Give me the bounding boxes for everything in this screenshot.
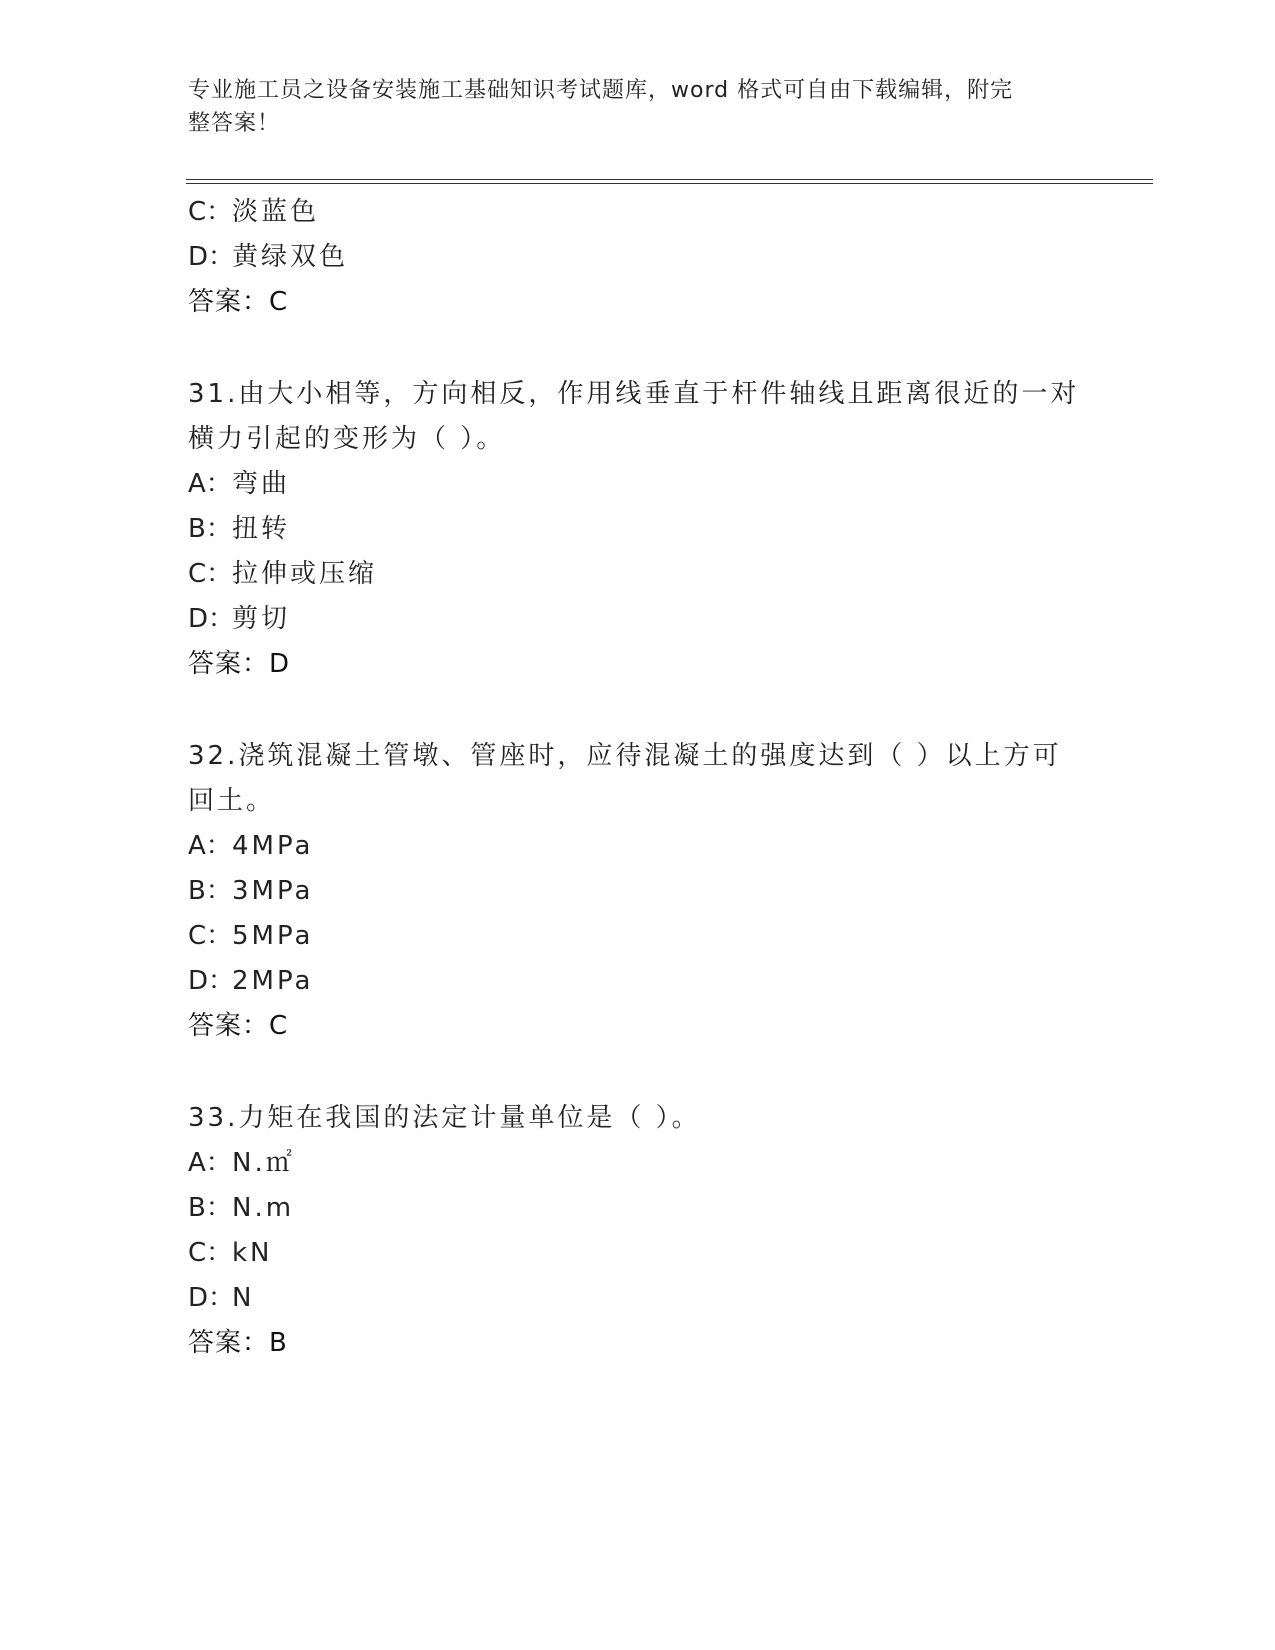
option-d: [188, 235, 1088, 280]
option-key: B：: [188, 876, 232, 906]
question-text-line-1: 33.力矩在我国的法定计量单位是（ ）。: [188, 1103, 701, 1133]
option-b: [188, 869, 1088, 914]
previous-question-tail: [188, 190, 1088, 325]
option-key: C：: [188, 921, 233, 951]
option-c: [188, 1231, 1088, 1276]
option-text: 3MPa: [232, 876, 314, 906]
option-text: 5MPa: [232, 921, 314, 951]
option-d: [188, 1276, 1088, 1321]
option-key: D：: [188, 604, 235, 634]
option-b: [188, 1186, 1088, 1231]
option-text: N: [232, 1283, 255, 1313]
option-text: kN: [232, 1238, 273, 1268]
option-text: 弯曲: [232, 469, 291, 499]
question-text-line-2: 回土。: [188, 786, 276, 816]
question-text-line-2: 横力引起的变形为（ ）。: [188, 424, 506, 454]
header-divider-top: [186, 179, 1153, 180]
document-header: [188, 74, 1068, 140]
question-list: [188, 190, 1088, 1366]
option-text: 2MPa: [232, 966, 314, 996]
option-text: 剪切: [232, 604, 291, 634]
option-a: [188, 462, 1088, 507]
option-c: [188, 190, 1088, 235]
option-key: C：: [188, 559, 233, 589]
option-b: [188, 507, 1088, 552]
header-line-2: 整答案！: [188, 111, 281, 136]
option-a: [188, 824, 1088, 869]
option-text: 4MPa: [232, 831, 314, 861]
header-line-1: 专业施工员之设备安装施工基础知识考试题库，word 格式可自由下载编辑，附完: [188, 78, 1014, 103]
option-c: [188, 914, 1088, 959]
answer-line: 答案：B: [188, 1328, 288, 1358]
option-key: A：: [188, 469, 232, 499]
option-d: [188, 959, 1088, 1004]
answer-line: 答案：C: [188, 1011, 289, 1041]
header-divider-bottom: [186, 183, 1153, 184]
option-key: C：: [188, 197, 233, 227]
option-key: B：: [188, 514, 232, 544]
option-text: N.m: [232, 1193, 295, 1223]
question-32: [188, 734, 1088, 1049]
option-key: D：: [188, 1283, 235, 1313]
option-text: 黄绿双色: [232, 242, 349, 272]
option-key: A：: [188, 831, 232, 861]
question-31: [188, 372, 1088, 687]
question-text-line-1: 32.浇筑混凝土管墩、管座时，应待混凝土的强度达到（ ）以上方可: [188, 741, 1062, 771]
option-text: 扭转: [232, 514, 291, 544]
option-key: B：: [188, 1193, 232, 1223]
option-key: D：: [188, 966, 235, 996]
option-a: [188, 1141, 1088, 1186]
answer-line: 答案：C: [188, 287, 289, 317]
option-c: [188, 552, 1088, 597]
option-key: A：: [188, 1148, 232, 1178]
option-text: N.㎡: [232, 1148, 295, 1178]
question-text-line-1: 31.由大小相等，方向相反，作用线垂直于杆件轴线且距离很近的一对: [188, 379, 1080, 409]
answer-line: 答案：D: [188, 649, 291, 679]
option-d: [188, 597, 1088, 642]
option-key: C：: [188, 1238, 233, 1268]
question-33: [188, 1096, 1088, 1366]
option-text: 拉伸或压缩: [232, 559, 378, 589]
option-text: 淡蓝色: [232, 197, 320, 227]
option-key: D：: [188, 242, 235, 272]
